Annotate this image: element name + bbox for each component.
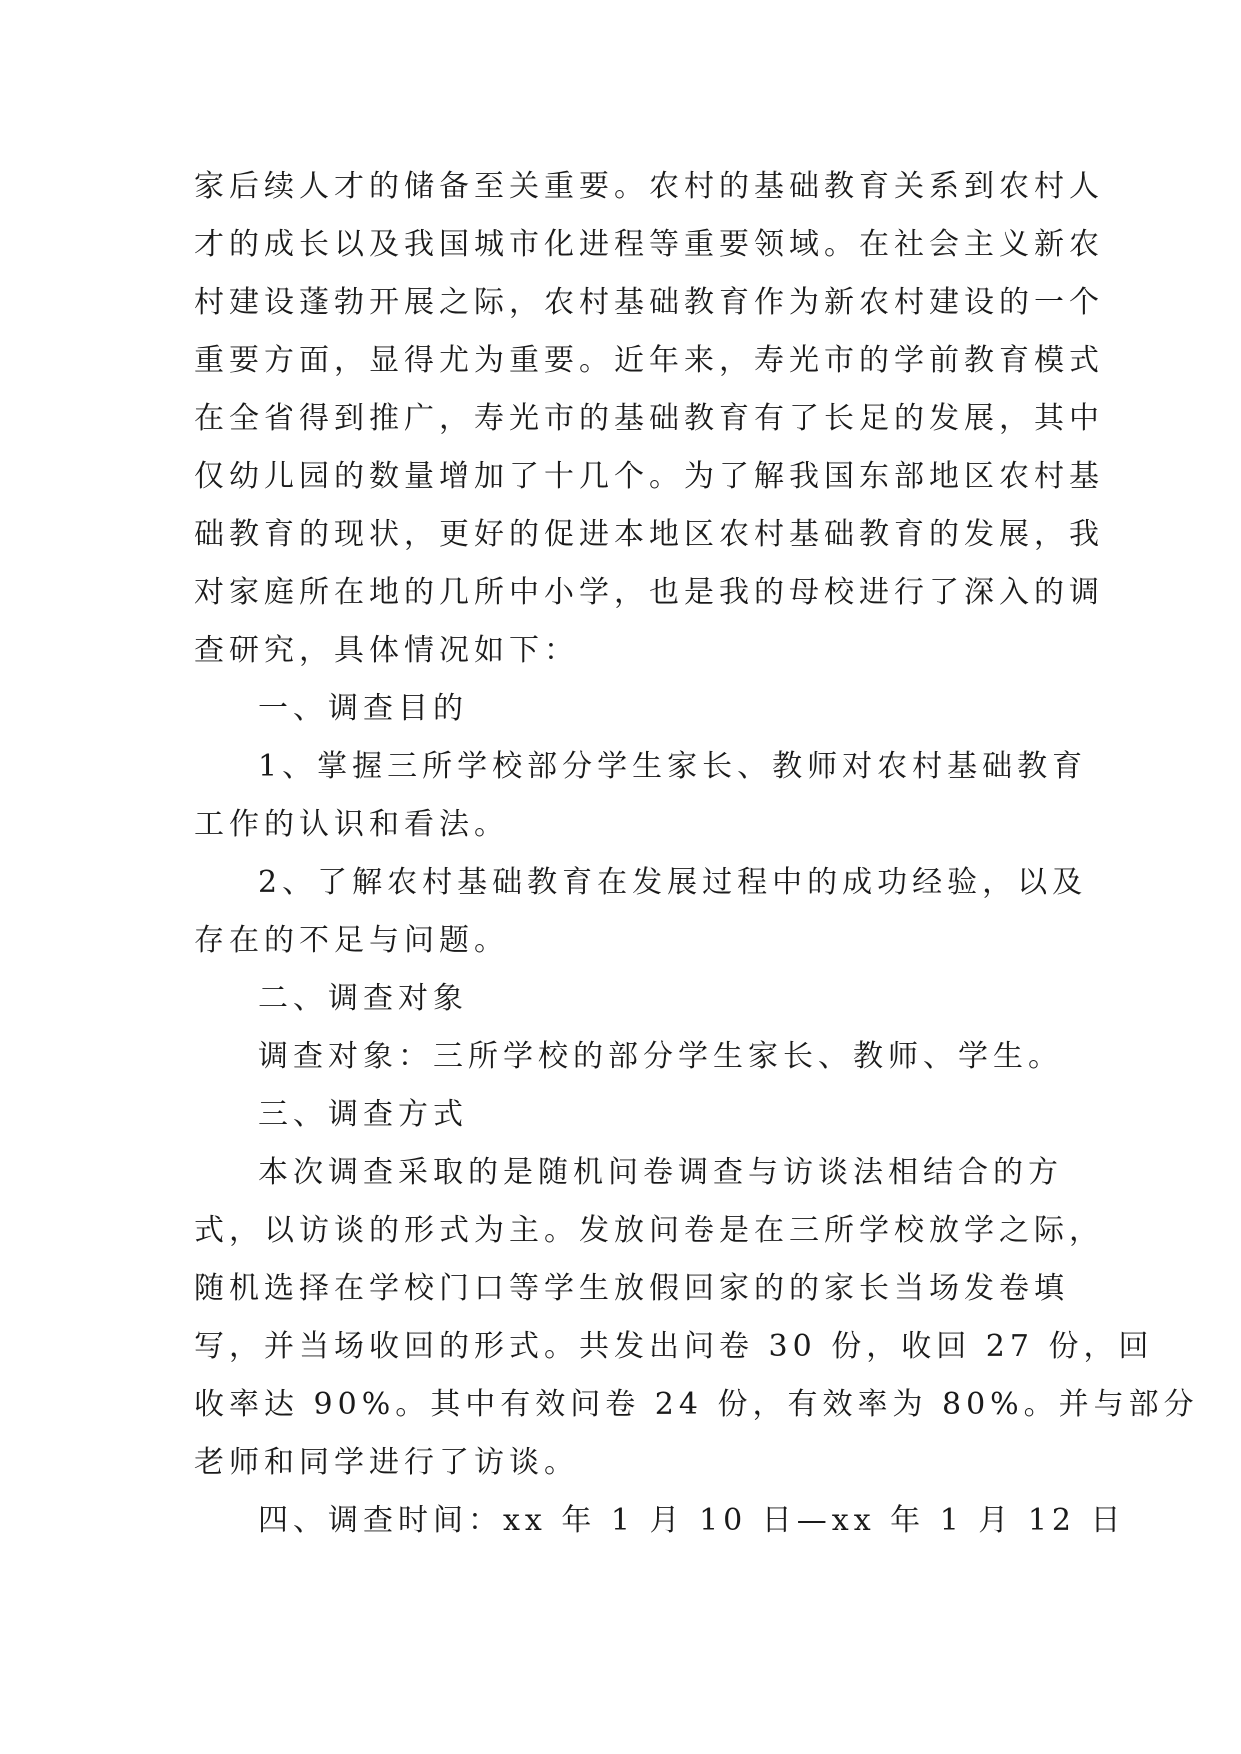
- text-line: 调查对象：三所学校的部分学生家长、教师、学生。: [258, 1039, 1063, 1074]
- paragraph-heading-3: [194, 1086, 1062, 1144]
- paragraph-heading-1: [194, 680, 1062, 738]
- text-line: 家后续人才的储备至关重要。农村的基础教育关系到农村人: [194, 169, 1104, 204]
- text-line: 一、调查目的: [258, 691, 468, 726]
- paragraph-intro: [194, 158, 1104, 680]
- text-line: 1、掌握三所学校部分学生家长、教师对农村基础教育: [258, 749, 1088, 784]
- text-line: 老师和同学进行了访谈。: [194, 1445, 579, 1480]
- document-body: [194, 158, 1199, 1550]
- text-line: 四、调查时间：xx 年 1 月 10 日—xx 年 1 月 12 日: [258, 1503, 1126, 1538]
- text-line: 才的成长以及我国城市化进程等重要领域。在社会主义新农: [194, 227, 1104, 262]
- text-line: 仅幼儿园的数量增加了十几个。为了解我国东部地区农村基: [194, 459, 1104, 494]
- text-line: 本次调查采取的是随机问卷调查与访谈法相结合的方: [258, 1155, 1063, 1190]
- text-line: 查研究，具体情况如下：: [194, 633, 579, 668]
- text-line: 村建设蓬勃开展之际，农村基础教育作为新农村建设的一个: [194, 285, 1104, 320]
- text-line: 式，以访谈的形式为主。发放问卷是在三所学校放学之际，: [194, 1213, 1104, 1248]
- text-line: 随机选择在学校门口等学生放假回家的的家长当场发卷填: [194, 1271, 1069, 1306]
- text-line: 收率达 90%。其中有效问卷 24 份，有效率为 80%。并与部分: [194, 1387, 1199, 1422]
- paragraph-purpose-2: [194, 854, 1088, 970]
- text-line: 二、调查对象: [258, 981, 468, 1016]
- text-line: 存在的不足与问题。: [194, 923, 509, 958]
- paragraph-heading-4: [194, 1492, 1126, 1550]
- text-line: 工作的认识和看法。: [194, 807, 509, 842]
- text-line: 写，并当场收回的形式。共发出问卷 30 份，收回 27 份，回: [194, 1329, 1154, 1364]
- text-line: 2、了解农村基础教育在发展过程中的成功经验，以及: [258, 865, 1088, 900]
- paragraph-purpose-1: [194, 738, 1088, 854]
- paragraph-method: [194, 1144, 1199, 1492]
- text-line: 在全省得到推广，寿光市的基础教育有了长足的发展，其中: [194, 401, 1104, 436]
- paragraph-subjects: [194, 1028, 1062, 1086]
- text-line: 三、调查方式: [258, 1097, 468, 1132]
- text-line: 础教育的现状，更好的促进本地区农村基础教育的发展，我: [194, 517, 1104, 552]
- text-line: 重要方面，显得尤为重要。近年来，寿光市的学前教育模式: [194, 343, 1104, 378]
- paragraph-heading-2: [194, 970, 1062, 1028]
- text-line: 对家庭所在地的几所中小学，也是我的母校进行了深入的调: [194, 575, 1104, 610]
